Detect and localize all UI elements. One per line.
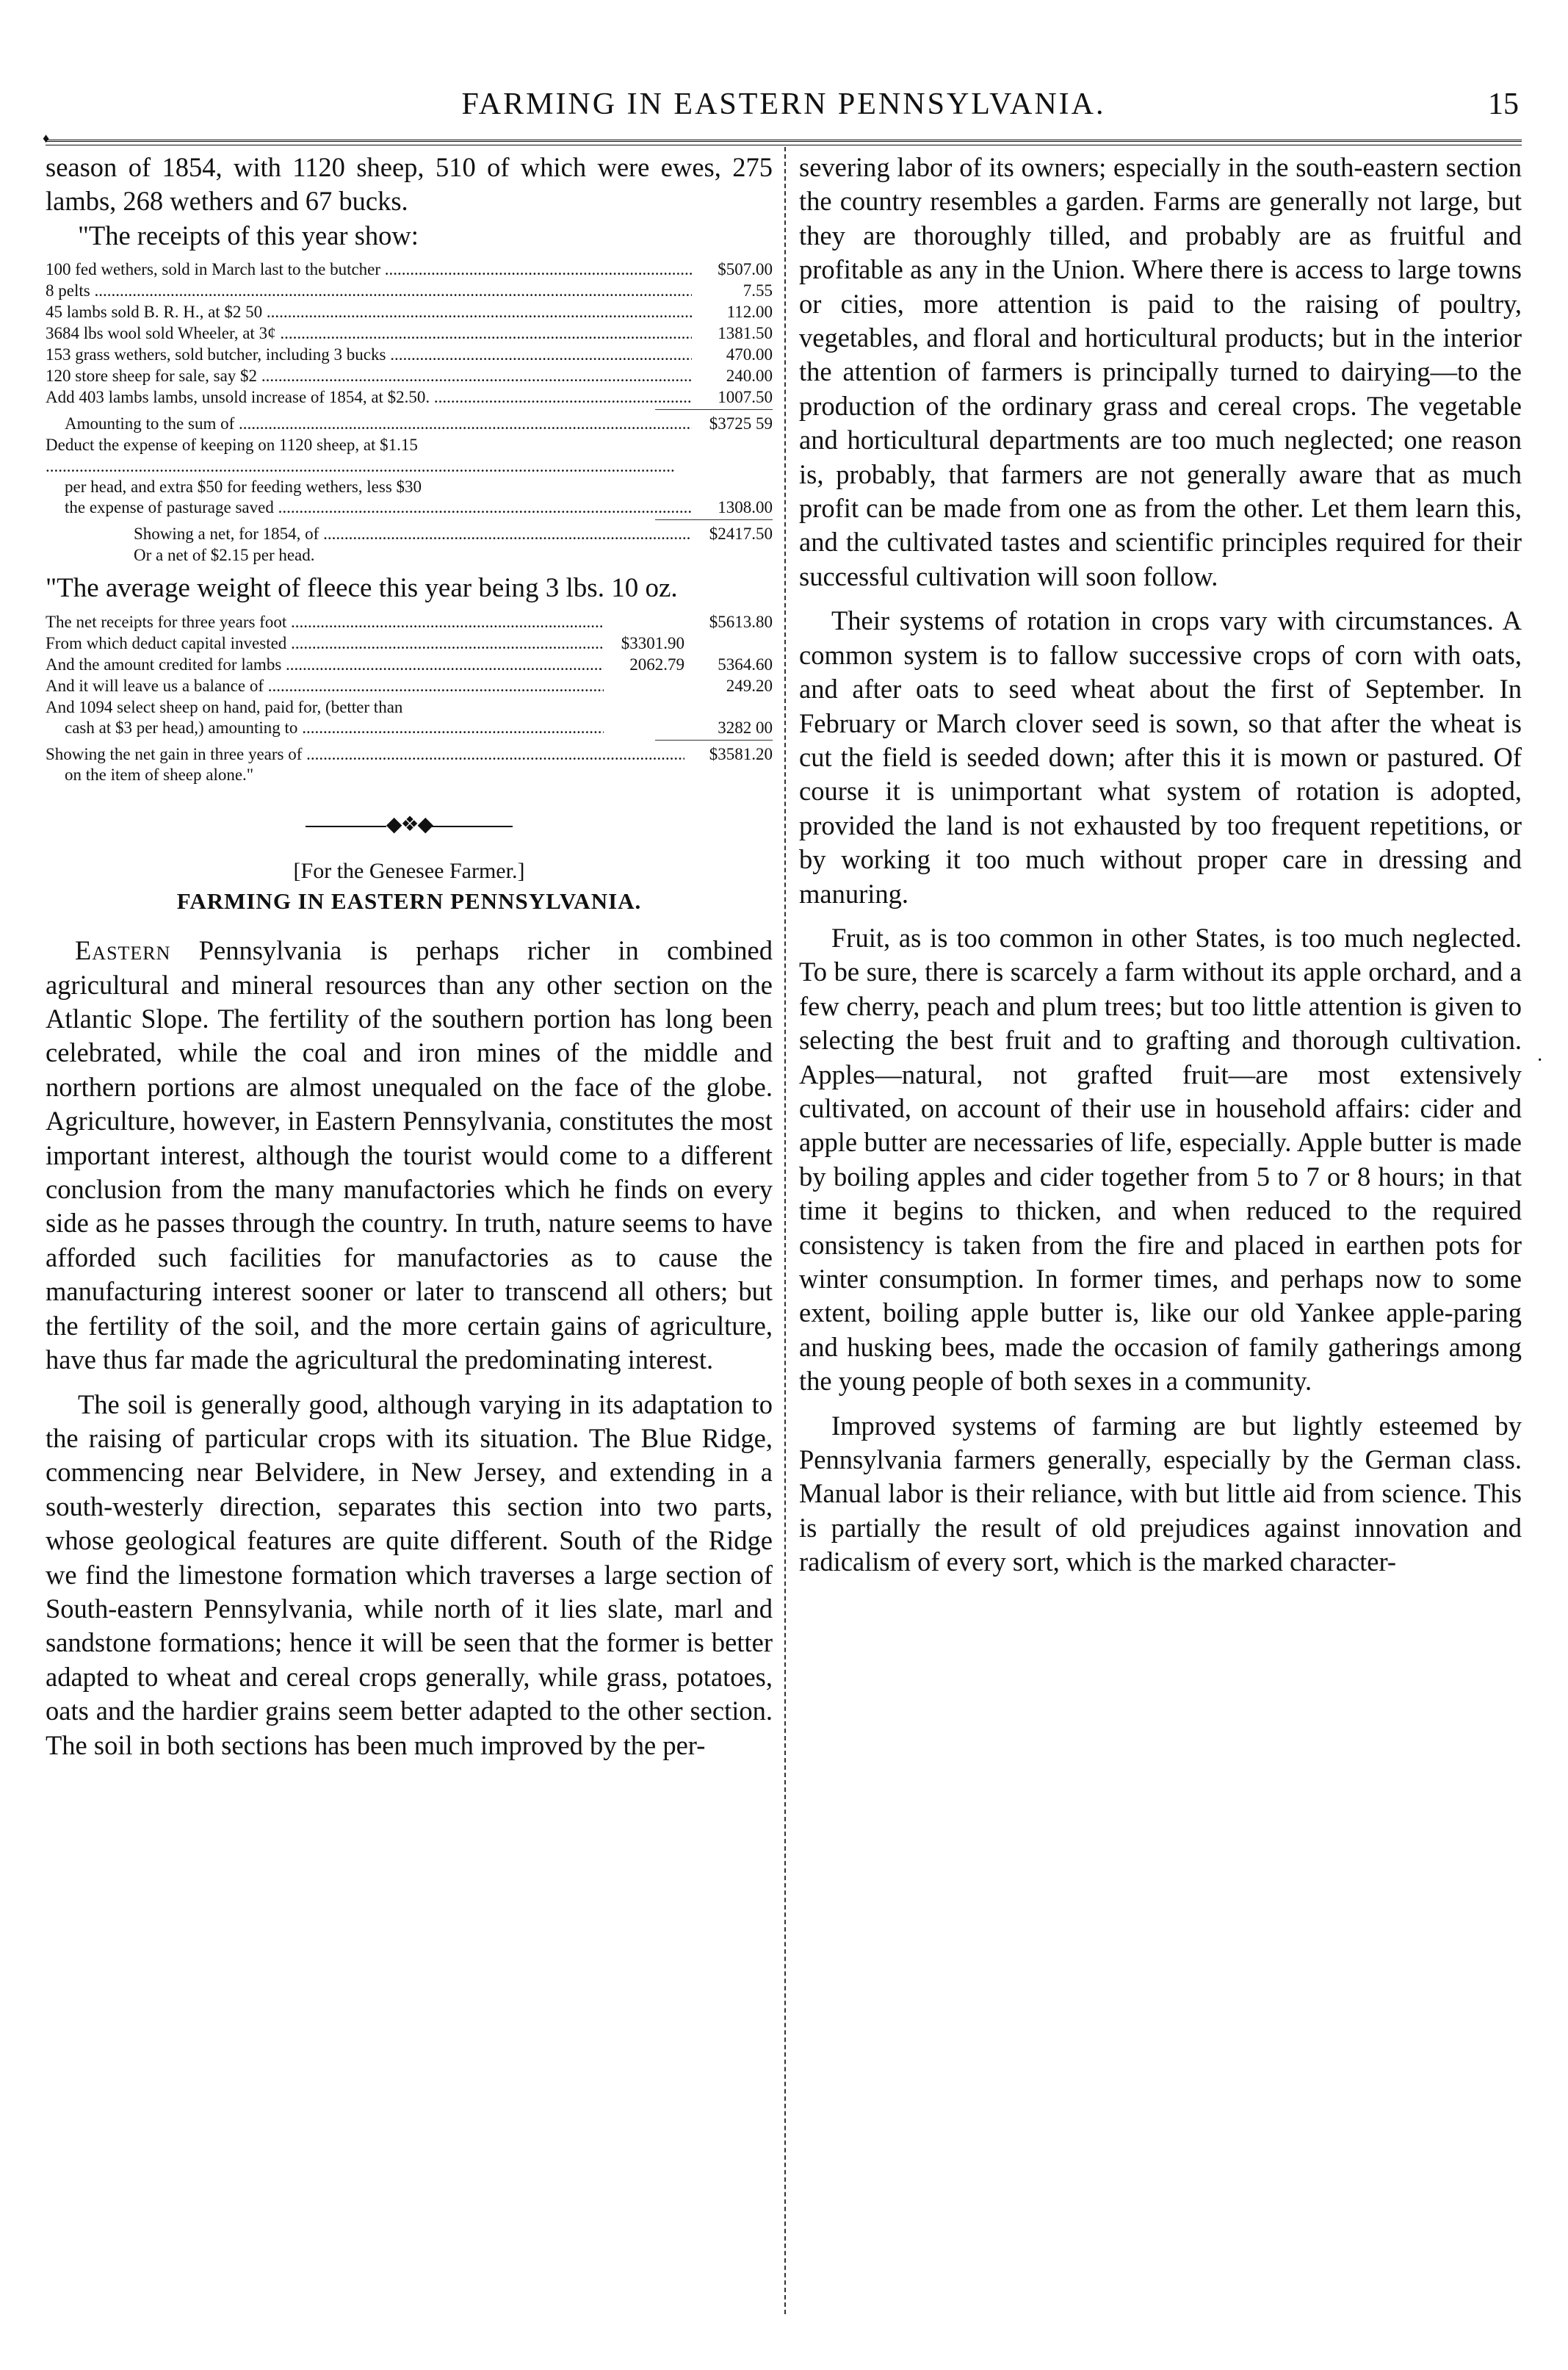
ledger-rule	[655, 409, 773, 410]
ledger-rule	[655, 740, 773, 741]
ledger-row: Showing the net gain in three years of ..... $3581.20	[46, 743, 773, 765]
margin-mark: ♦	[43, 131, 50, 145]
fleece-quote: "The average weight of fleece this year being 3 lbs. 10 oz.	[46, 573, 678, 604]
section-ornament: ◆❖◆	[46, 812, 773, 837]
ledger-row: 120 store sheep for sale, say $2 ..... 240.00	[46, 365, 773, 386]
ledger-row: And 1094 select sheep on hand, paid for, (better than	[46, 698, 403, 717]
source-note: [For the Genesee Farmer.]	[293, 859, 525, 884]
article-paragraph: severing labor of its owners; especially in the south-eastern section the country resembles a garden. Farms are generally not large, but they are thoroughly tilled, and probably are as fruitful and profitable as any in the Union. Where there is access to large towns or cities, more attention is paid to the raising of poultry, vegetables, and floral and horticultural products; but in the interior the attention of farmers is principally turned to dairying—to the production of the ordinary grass and cereal crops. The vegetable and horticultural departments are too much neglected; one reason is, probably, that farmers are not generally aware that as much profit can be made from one as from the other. Let them learn this, and the cultivated tastes and scientific principles required for their successful cultivation will soon follow.	[799, 152, 1522, 591]
ledger-row: 8 pelts ..... 7.55	[46, 280, 773, 301]
page-header	[46, 87, 1522, 138]
receipts-intro: "The receipts of this year show:	[78, 220, 419, 251]
ledger-row: Add 403 lambs lambs, unsold increase of 1854, at $2.50. ..... 1007.50	[46, 386, 773, 408]
three-year-ledger	[46, 611, 773, 785]
left-column	[46, 151, 773, 1762]
running-title: FARMING IN EASTERN PENNSYLVANIA.	[461, 87, 1106, 121]
margin-mark: ·	[1536, 1049, 1544, 1072]
ledger-row: And the amount credited for lambs ..... 2062.79 5364.60	[46, 654, 773, 675]
article-paragraph: Eastern Pennsylvania is perhaps richer in combined agricultural and mineral resources than any other section on the Atlantic Slope. The fertility of the southern portion has long been celebrated, while the coal and iron mines of the middle and northern portions are almost unequaled on the face of the globe. Agriculture, however, in Eastern Pennsylvania, constitutes the most important interest, although the tourist would come to a different conclusion from the many manufactories which he finds on every side as he passes through the country. In truth, nature seems to have afforded such facilities for manufactories as to cause the manufacturing interest sooner or later to transcend all others; but the fertility of the soil, and the more certain gains of agriculture, have thus far made the agricultural the predominating interest.	[46, 935, 773, 1375]
right-column	[799, 151, 1522, 1580]
article-paragraph: Fruit, as is too common in other States, is too much neglected. To be sure, there is scarcely a farm without its apple orchard, and a few cherry, peach and plum trees; but too little attention is given to selecting the best fruit and to grafting and thorough cultivation. Apples—natural, not grafted fruit—are most extensively cultivated, on account of their use in household affairs: cider and apple butter are necessaries of life, especially. Apple butter is made by boiling apples and cider together from 5 to 7 or 8 hours; in that time it begins to thicken, and when reduced to the required consistency is taken from the fire and placed in earthen pots for winter consumption. In former times, and perhaps now to some extent, boiling apple butter is, like our old Yankee apple-paring and husking bees, made the occasion of family gatherings among the young people of both sexes in a community.	[799, 922, 1522, 1397]
ledger-row: 100 fed wethers, sold in March last to the butcher ..... $507.00	[46, 259, 773, 280]
header-rule	[46, 140, 1522, 145]
ledger-rule	[655, 519, 773, 520]
ledger-row: on the item of sheep alone."	[65, 766, 254, 785]
page-number: 15	[1488, 87, 1519, 121]
ledger-row: the expense of pasturage saved ..... 1308.00	[46, 497, 773, 518]
article-title: FARMING IN EASTERN PENNSYLVANIA.	[176, 888, 642, 915]
ledger-row: per head, and extra $50 for feeding wethers, less $30	[65, 478, 422, 497]
ledger-row: And it will leave us a balance of ..... 249.20	[46, 675, 773, 696]
opening-text: season of 1854, with 1120 sheep, 510 of which were ewes, 275 lambs, 268 wethers and 67 bucks.	[46, 152, 773, 217]
article-paragraph: Their systems of rotation in crops vary with circumstances. A common system is to fallow successive crops of corn with oats, and after oats to seed wheat about the first of September. In February or March clover seed is sown, so that after the wheat is cut the field is seeded down; after this it is mown or pastured. Of course it is unimportant what system of rotation is adopted, provided the land is not exhausted by too frequent repetitions, or by working it too much without proper care in dressing and manuring.	[799, 605, 1522, 909]
column-divider	[784, 147, 786, 2314]
ledger-row: Amounting to the sum of ..... $3725 59	[46, 413, 773, 434]
article-paragraph: The soil is generally good, although varying in its adaptation to the raising of particular crops with its situation. The Blue Ridge, commencing near Belvidere, in New Jersey, and extending in a south-westerly direction, separates this section into two parts, whose geological features are quite different. South of the Ridge we find the limestone formation which traverses a large section of South-eastern Pennsylvania, while north of it lies slate, marl and sandstone formations; hence it will be seen that the former is better adapted to wheat and cereal crops generally, while grass, potatoes, oats and the hardier grains seem better adapted to the other section. The soil in both sections has been much improved by the per-	[46, 1388, 773, 1760]
receipts-ledger	[46, 259, 773, 566]
ledger-row: 153 grass wethers, sold butcher, including 3 bucks ..... 470.00	[46, 344, 773, 365]
ledger-row: Or a net of $2.15 per head.	[134, 546, 315, 565]
ledger-row: Showing a net, for 1854, of ..... $2417.50	[46, 523, 773, 544]
ledger-row: From which deduct capital invested ..... $3301.90	[46, 633, 773, 654]
ledger-row: 45 lambs sold B. R. H., at $2 50 ..... 112.00	[46, 301, 773, 323]
article-paragraph: Improved systems of farming are but lightly esteemed by Pennsylvania farmers generally, especially by the German class. Manual labor is their reliance, with but little aid from science. This is partially the result of old prejudices against innovation and radicalism of every sort, which is the marked character-	[799, 1410, 1522, 1577]
ledger-row: cash at $3 per head,) amounting to ..... 3282 00	[46, 718, 773, 738]
ledger-row: 3684 lbs wool sold Wheeler, at 3¢ ..... 1381.50	[46, 323, 773, 344]
ledger-row: The net receipts for three years foot ..... $5613.80	[46, 611, 773, 633]
drop-word: Eastern	[75, 935, 171, 966]
ledger-row: Deduct the expense of keeping on 1120 sheep, at $1.15 .....	[46, 434, 773, 477]
